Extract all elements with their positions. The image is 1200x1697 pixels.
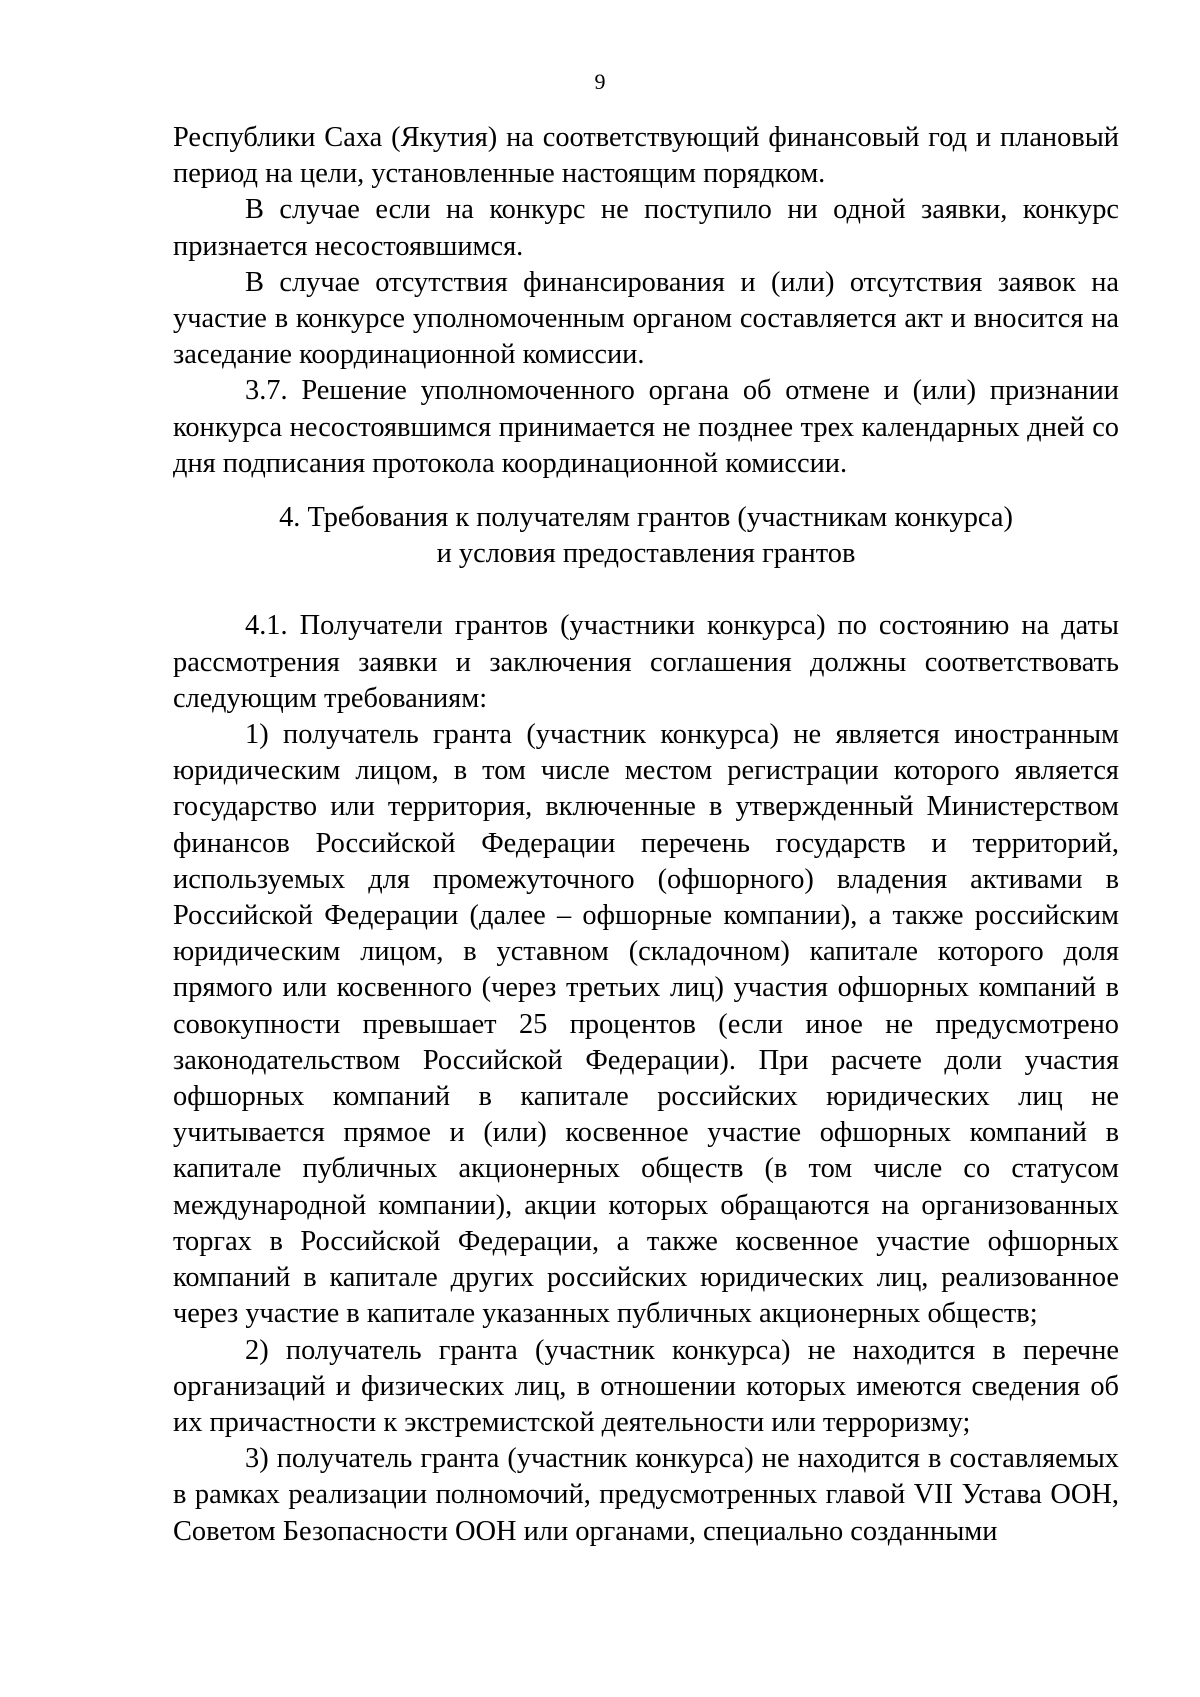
section-body — [173, 608, 1119, 1549]
paragraph-continuation: Республики Саха (Якутия) на соответствующий финансовый год и плановый период на цели, установленные настоящим порядком. — [173, 122, 1119, 190]
section-heading-line-2: и условия предоставления грантов — [436, 538, 856, 570]
section-heading — [173, 500, 1119, 572]
document-body — [173, 120, 1119, 1550]
paragraph-3-7: 3.7. Решение уполномоченного органа об отмене и (или) признании конкурса несостоявшимся принимается не позднее трех календарных дней со дня подписания протокола координационной комиссии. — [173, 375, 1119, 479]
paragraph-no-applications: В случае если на конкурс не поступило ни одной заявки, конкурс признается несостоявшимся. — [173, 194, 1119, 262]
requirement-item-3: 3) получатель гранта (участник конкурса) не находится в составляемых в рамках реализации полномочий, предусмотренных главой VII Устава ООН, Советом Безопасности ООН или органами, специально созданными — [173, 1443, 1119, 1547]
page-number: 9 — [594, 69, 606, 94]
requirement-item-1: 1) получатель гранта (участник конкурса) не является иностранным юридическим лицом, в том числе местом регистрации которого является государство или территория, включенные в утвержденный Министерством финансов Российской Федерации перечень государств и территорий, используемых для промежуточного (офшорного) владения активами в Российской Федерации (далее – офшорные компании), а также российским юридическим лицом, в уставном (складочном) капитале которого доля прямого или косвенного (через третьих лиц) участия офшорных компаний в совокупности превышает 25 процентов (если иное не предусмотрено законодательством Российской Федерации). При расчете доли участия офшорных компаний в капитале российских юридических лиц не учитывается прямое и (или) косвенное участие офшорных компаний в капитале публичных акционерных обществ (в том числе со статусом международной компании), акции которых обращаются на организованных торгах в Российской Федерации, а также косвенное участие офшорных компаний в капитале других российских юридических лиц, реализованное через участие в капитале указанных публичных акционерных обществ; — [173, 719, 1119, 1330]
requirement-item-2: 2) получатель гранта (участник конкурса) не находится в перечне организаций и физических лиц, в отношении которых имеются сведения об их причастности к экстремистской деятельности или терроризму; — [173, 1334, 1119, 1438]
paragraph-no-funding: В случае отсутствия финансирования и (или) отсутствия заявок на участие в конкурсе уполномоченным органом составляется акт и вносится на заседание координационной комиссии. — [173, 266, 1119, 371]
paragraph-4-1: 4.1. Получатели грантов (участники конкурса) по состоянию на даты рассмотрения заявки и заключения соглашения должны соответствовать следующим требованиям: — [173, 610, 1119, 714]
section-heading-line-1: 4. Требования к получателям грантов (участникам конкурса) — [279, 502, 1013, 534]
